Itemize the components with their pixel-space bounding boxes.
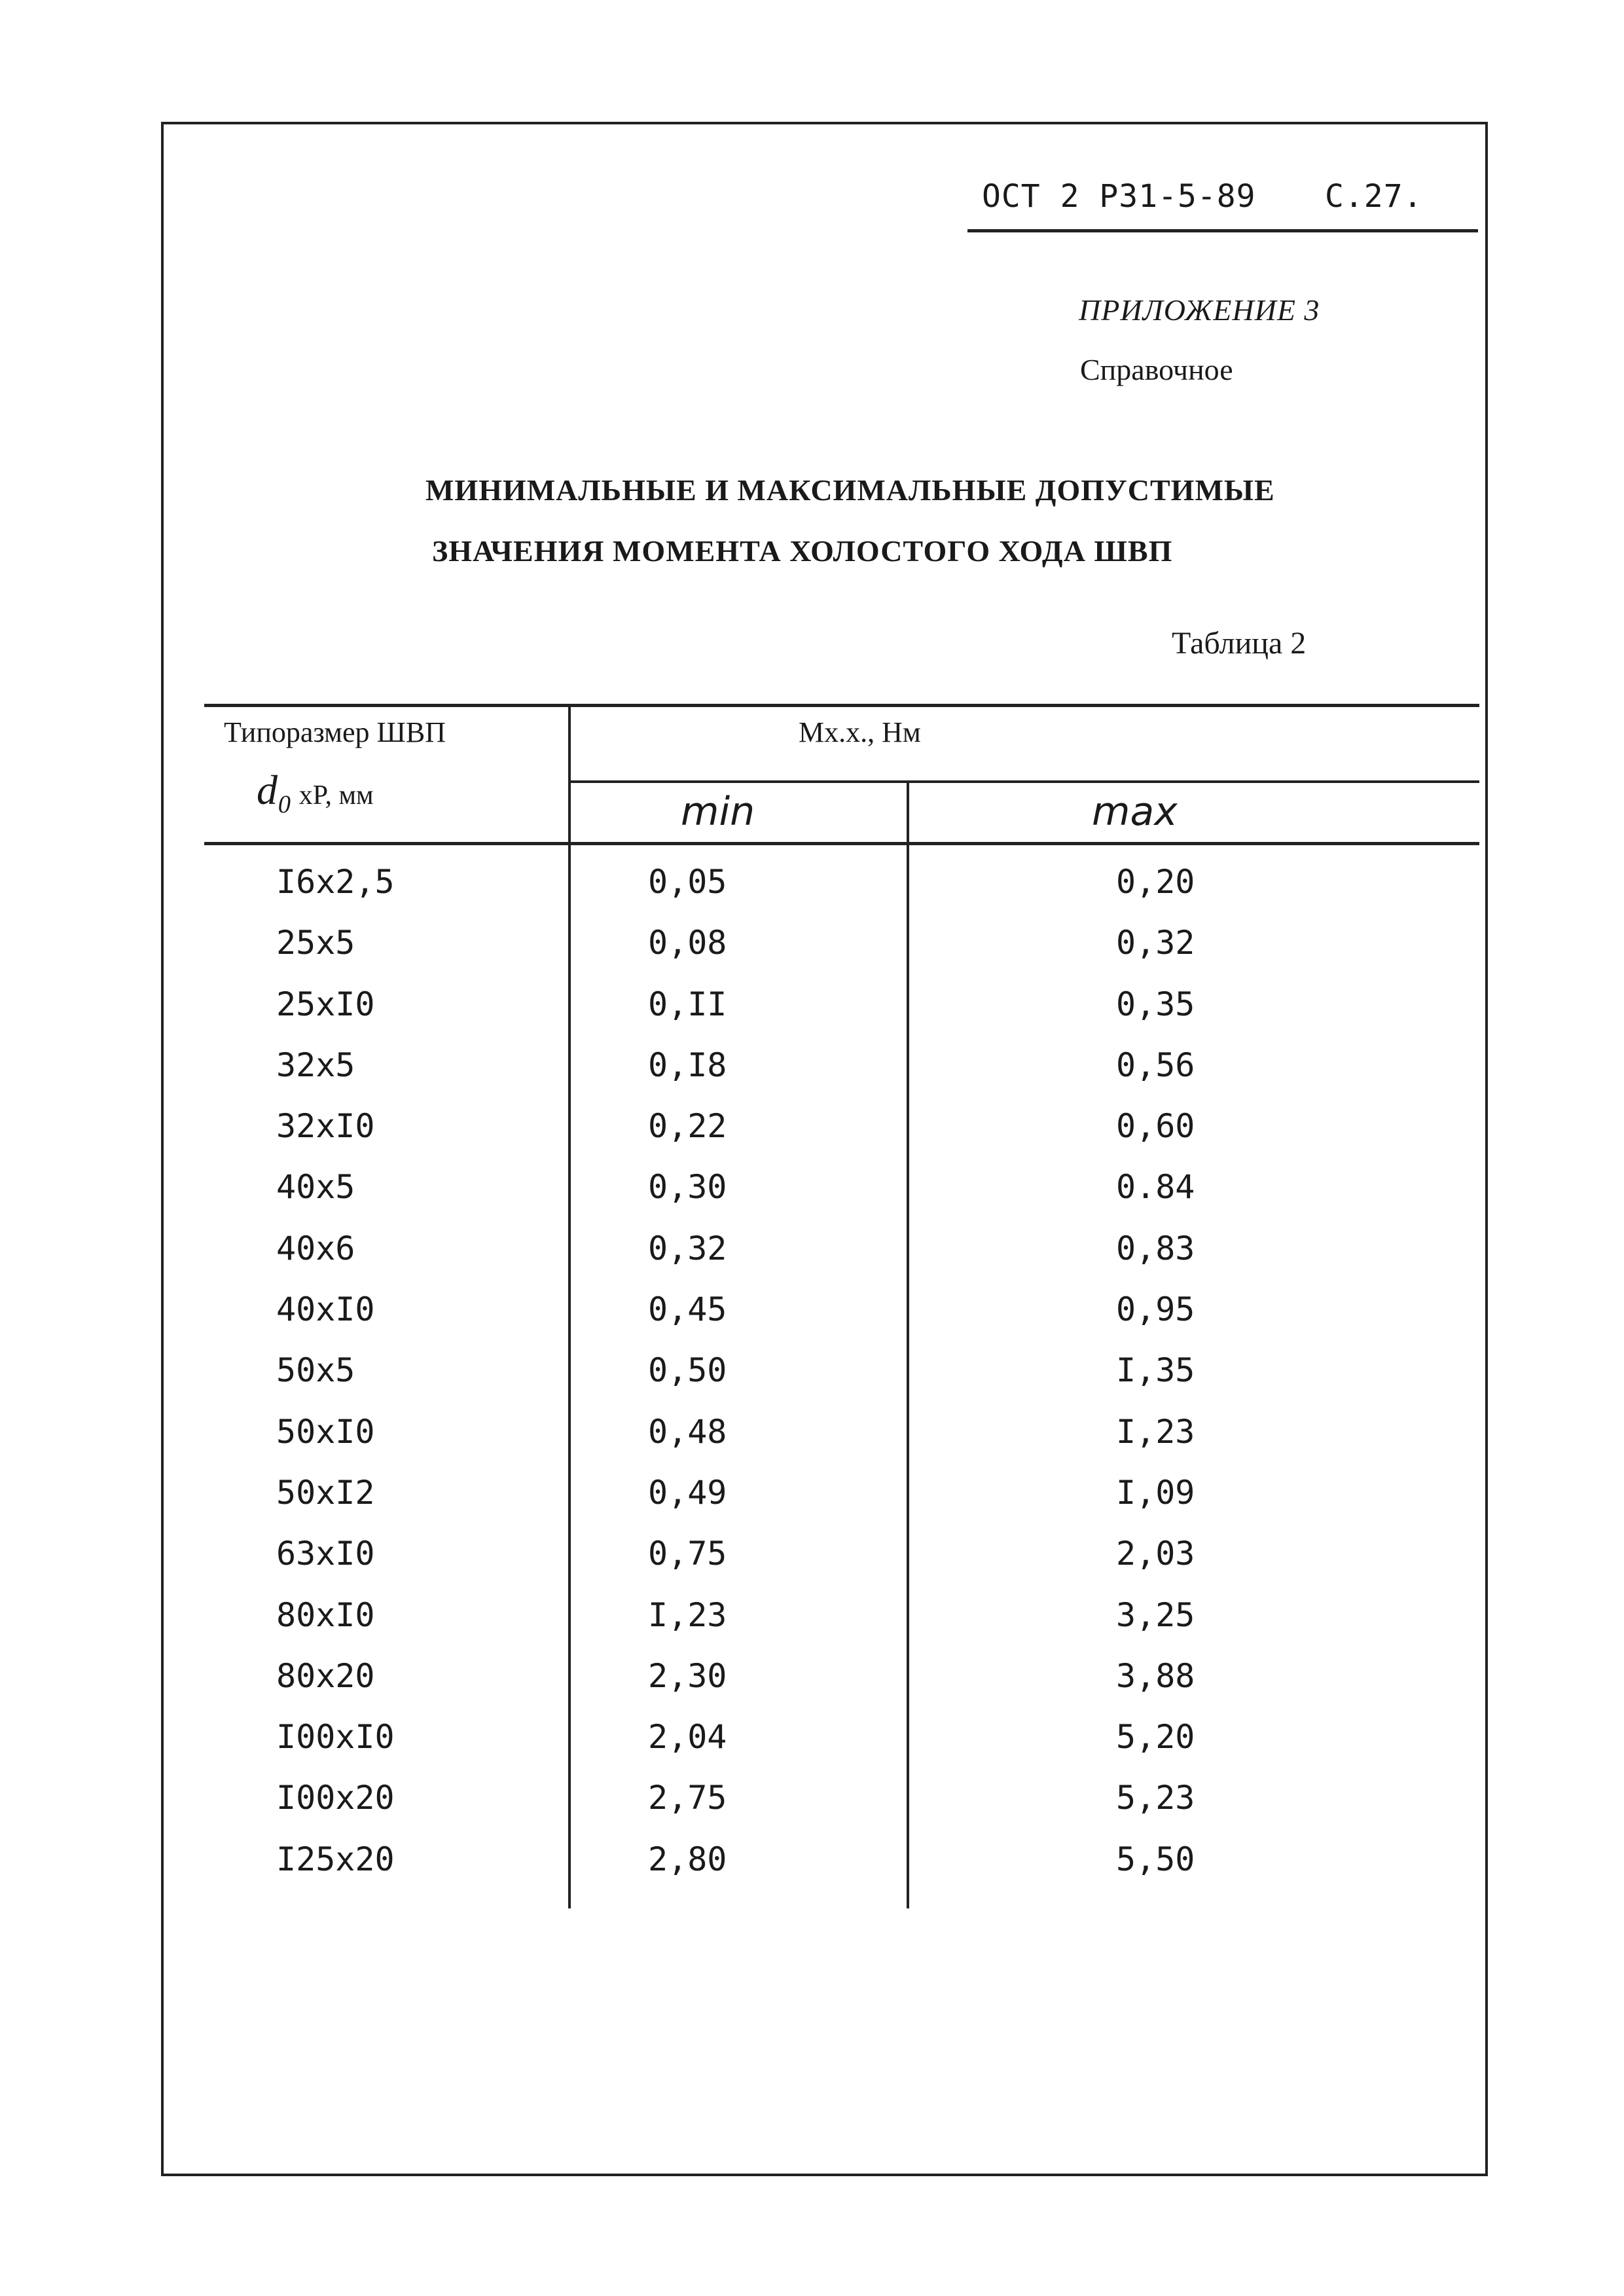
table-row (0, 1351, 1624, 1412)
cell-min: 2,80 (648, 1840, 727, 1878)
table-header-bottom-rule (204, 842, 1479, 845)
cell-max: 0,32 (1116, 924, 1195, 962)
table-row (0, 1657, 1624, 1718)
table-row (0, 1474, 1624, 1535)
table-row (0, 1840, 1624, 1901)
cell-max: 2,03 (1116, 1535, 1195, 1573)
column-header-max: max (1092, 789, 1178, 835)
appendix-label: ПРИЛОЖЕНИЕ 3 (1079, 293, 1320, 327)
cell-size: 80xI0 (276, 1595, 375, 1634)
table-row (0, 1107, 1624, 1168)
cell-max: 0,60 (1116, 1107, 1195, 1146)
cell-max: 0.84 (1116, 1168, 1195, 1207)
cell-min: 0,05 (648, 863, 727, 901)
cell-max: 3,25 (1116, 1595, 1195, 1634)
appendix-type: Справочное (1080, 353, 1233, 386)
cell-max: 5,23 (1116, 1779, 1195, 1817)
table-top-rule (204, 704, 1479, 707)
cell-size: 63xI0 (276, 1535, 375, 1573)
cell-min: 0,32 (648, 1229, 727, 1267)
cell-max: 0,56 (1116, 1046, 1195, 1084)
cell-max: I,35 (1116, 1351, 1195, 1390)
table-row (0, 1168, 1624, 1229)
cell-size: 40xI0 (276, 1290, 375, 1329)
cell-size: 50xI0 (276, 1412, 375, 1451)
header-rule (967, 229, 1478, 232)
cell-min: 0,08 (648, 924, 727, 962)
cell-min: 0,22 (648, 1107, 727, 1146)
cell-size: I6x2,5 (276, 863, 395, 901)
column-header-min: min (681, 789, 755, 835)
cell-min: 0,50 (648, 1351, 727, 1390)
cell-min: 0,I8 (648, 1046, 727, 1084)
table-row (0, 1290, 1624, 1351)
title-line-2: ЗНАЧЕНИЯ МОМЕНТА ХОЛОСТОГО ХОДА ШВП (432, 534, 1173, 568)
cell-size: I25x20 (276, 1840, 395, 1878)
table-row (0, 985, 1624, 1046)
cell-max: 0,20 (1116, 863, 1195, 901)
cell-max: I,23 (1116, 1412, 1195, 1451)
cell-size: 25x5 (276, 924, 355, 962)
cell-size: 40x5 (276, 1168, 355, 1207)
cell-size: 50x5 (276, 1351, 355, 1390)
table-row (0, 1535, 1624, 1595)
cell-max: 5,50 (1116, 1840, 1195, 1878)
table-row (0, 1413, 1624, 1474)
cell-min: 0,49 (648, 1473, 727, 1512)
column-header-size-units (257, 766, 374, 814)
cell-min: I,23 (648, 1595, 727, 1634)
column-header-size-units-text: xP, мм (298, 780, 374, 811)
column-header-moment: Mx.x., Нм (799, 716, 921, 748)
cell-max: 0,35 (1116, 985, 1195, 1023)
cell-min: 0,II (648, 985, 727, 1023)
table-subheader-rule (569, 780, 1479, 783)
cell-max: 0,83 (1116, 1229, 1195, 1267)
table-row (0, 924, 1624, 985)
cell-min: 2,30 (648, 1656, 727, 1695)
table-row (0, 1596, 1624, 1657)
document-code: ОСТ 2 Р31-5-89 (982, 178, 1256, 215)
cell-max: 3,88 (1116, 1656, 1195, 1695)
cell-max: I,09 (1116, 1473, 1195, 1512)
cell-min: 0,48 (648, 1412, 727, 1451)
table-row (0, 1718, 1624, 1779)
cell-size: 32xI0 (276, 1107, 375, 1146)
cell-size: I00xI0 (276, 1718, 395, 1757)
cell-max: 5,20 (1116, 1718, 1195, 1757)
cell-size: 50xI2 (276, 1473, 375, 1512)
cell-size: 25xI0 (276, 985, 375, 1023)
table-row (0, 1230, 1624, 1290)
cell-size: 40x6 (276, 1229, 355, 1267)
diameter-symbol: d₀ (257, 767, 293, 813)
cell-min: 2,75 (648, 1779, 727, 1817)
cell-min: 2,04 (648, 1718, 727, 1757)
table-row (0, 863, 1624, 924)
table-row (0, 1779, 1624, 1840)
cell-min: 0,45 (648, 1290, 727, 1329)
cell-size: 80x20 (276, 1656, 375, 1695)
page-number: С.27. (1325, 178, 1423, 215)
cell-min: 0,75 (648, 1535, 727, 1573)
cell-size: I00x20 (276, 1779, 395, 1817)
table-label: Таблица 2 (1172, 626, 1307, 661)
cell-min: 0,30 (648, 1168, 727, 1207)
cell-max: 0,95 (1116, 1290, 1195, 1329)
cell-size: 32x5 (276, 1046, 355, 1084)
column-header-size: Типоразмер ШВП (224, 716, 446, 748)
table-row (0, 1046, 1624, 1107)
title-line-1: МИНИМАЛЬНЫЕ И МАКСИМАЛЬНЫЕ ДОПУСТИМЫЕ (425, 473, 1275, 507)
table-body (0, 863, 1624, 1901)
